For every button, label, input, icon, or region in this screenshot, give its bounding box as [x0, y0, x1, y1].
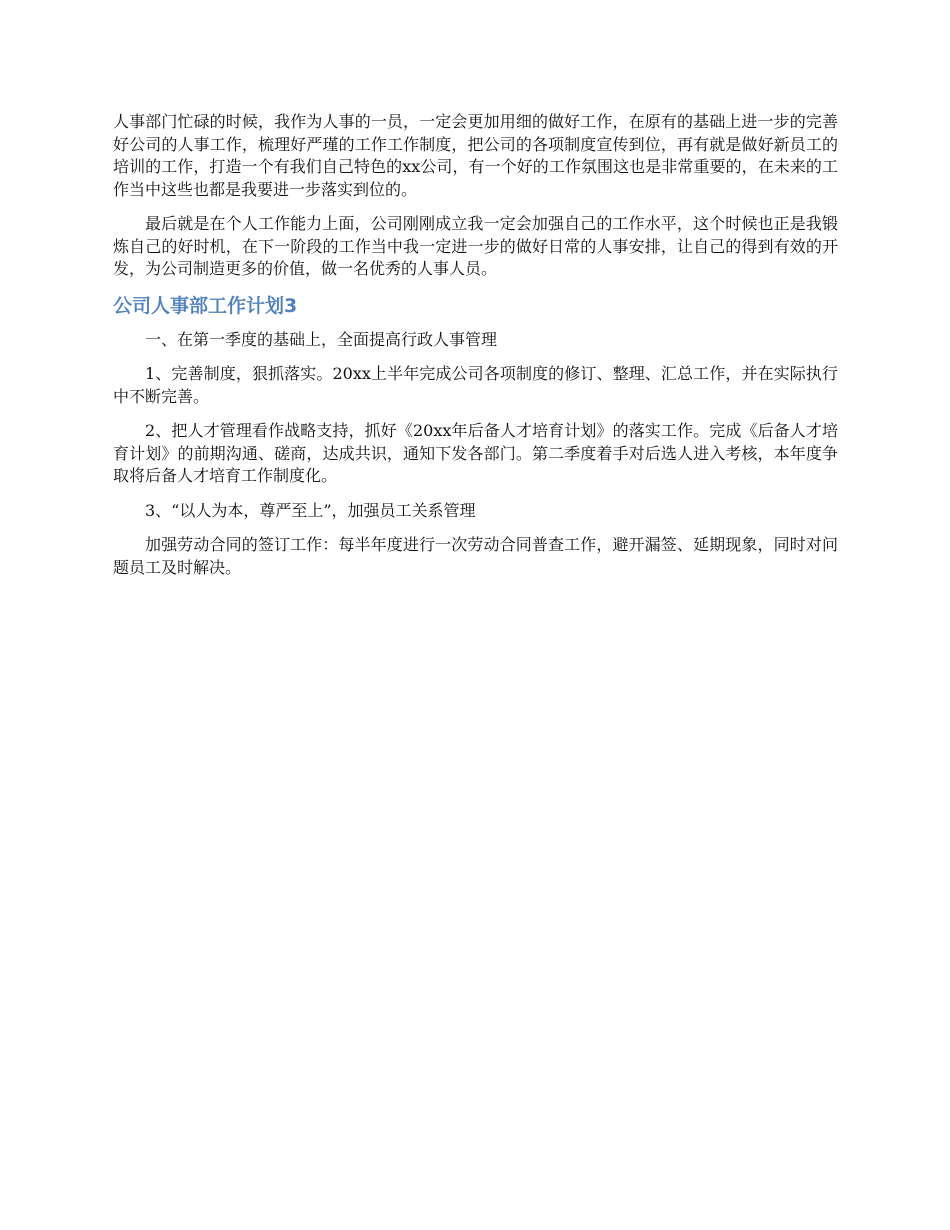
paragraph-item-1: 1、完善制度，狠抓落实。20xx上半年完成公司各项制度的修订、整理、汇总工作，并在实际执行中不断完善。 [113, 364, 838, 406]
paragraph-labor-contract: 加强劳动合同的签订工作：每半年度进行一次劳动合同普查工作，避开漏签、延期现象，同时对问题员工及时解决。 [113, 535, 838, 577]
paragraph-item-2: 2、把人才管理看作战略支持，抓好《20xx年后备人才培育计划》的落实工作。完成《后备人才培育计划》的前期沟通、磋商，达成共识，通知下发各部门。第二季度着手对后选人进入考核，本年度争取将后备人才培育工作制度化。 [113, 421, 838, 485]
paragraph-continuation: 人事部门忙碌的时候，我作为人事的一员，一定会更加用细的做好工作，在原有的基础上进一步的完善好公司的人事工作，梳理好严瑾的工作工作制度，把公司的各项制度宣传到位，再有就是做好新员工的培训的工作，打造一个有我们自己特色的xx公司，有一个好的工作氛围这也是非常重要的，在未来的工作当中这些也都是我要进一步落实到位的。 [113, 112, 838, 199]
section-heading: 公司人事部工作计划3 [113, 294, 298, 317]
document-page [113, 111, 838, 591]
paragraph-item-3: 3、“以人为本，尊严至上”，加强员工关系管理 [145, 500, 476, 520]
paragraph-personal-ability: 最后就是在个人工作能力上面，公司刚刚成立我一定会加强自己的工作水平，这个时候也正是我锻炼自己的好时机，在下一阶段的工作当中我一定进一步的做好日常的人事安排，让自己的得到有效的开发，为公司制造更多的价值，做一名优秀的人事人员。 [113, 214, 838, 278]
paragraph-point-one: 一、在第一季度的基础上，全面提高行政人事管理 [145, 329, 498, 349]
